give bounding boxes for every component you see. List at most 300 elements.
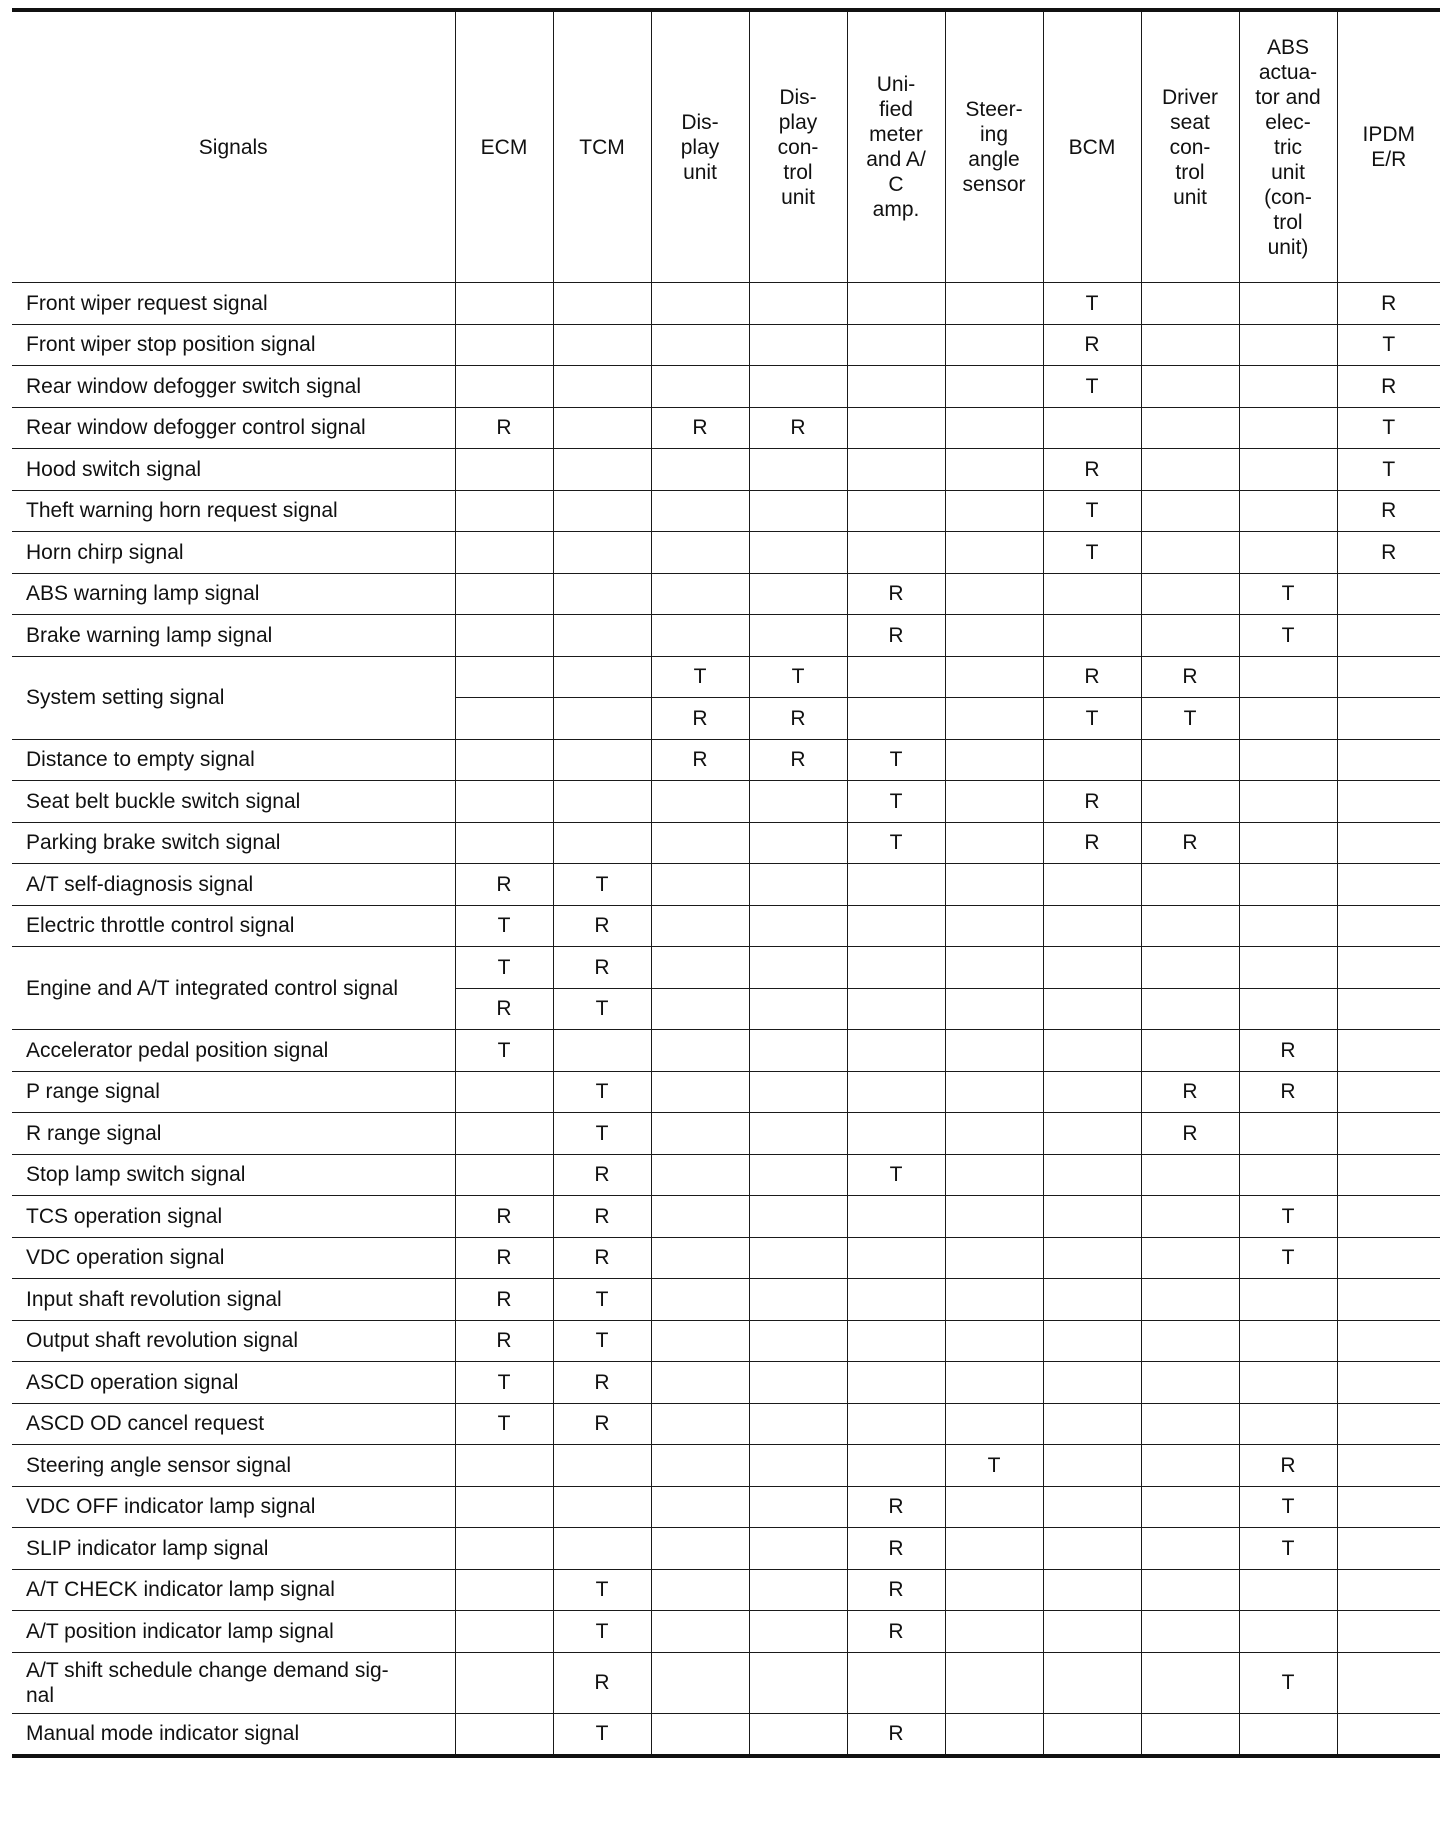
signal-name: ASCD operation signal (12, 1362, 455, 1404)
cell-abs-actuator (1239, 449, 1337, 491)
signal-name: Input shaft revolution signal (12, 1279, 455, 1321)
cell-display-unit (651, 1362, 749, 1404)
cell-bcm: T (1043, 283, 1141, 325)
cell-display-control-unit (749, 1071, 847, 1113)
cell-ecm (455, 324, 553, 366)
table-row (12, 1445, 1440, 1487)
table-row (12, 283, 1440, 325)
cell-abs-actuator (1239, 1113, 1337, 1155)
cell-driver-seat (1141, 283, 1239, 325)
cell-driver-seat (1141, 532, 1239, 574)
cell-steering-angle-sensor (945, 1713, 1043, 1756)
can-signal-table (12, 8, 1440, 1758)
cell-driver-seat (1141, 1030, 1239, 1072)
cell-display-control-unit (749, 1362, 847, 1404)
cell-tcm (553, 1528, 651, 1570)
cell-bcm (1043, 947, 1141, 989)
cell-ipdm (1337, 822, 1440, 864)
cell-abs-actuator: T (1239, 1196, 1337, 1238)
cell-ecm: T (455, 1403, 553, 1445)
cell-display-control-unit (749, 947, 847, 989)
cell-steering-angle-sensor (945, 822, 1043, 864)
table-row (12, 615, 1440, 657)
cell-display-unit (651, 988, 749, 1030)
cell-tcm (553, 615, 651, 657)
cell-tcm (553, 822, 651, 864)
cell-driver-seat (1141, 947, 1239, 989)
cell-display-control-unit (749, 1528, 847, 1570)
table-row (12, 656, 1440, 698)
cell-driver-seat (1141, 324, 1239, 366)
cell-driver-seat (1141, 1403, 1239, 1445)
cell-ipdm (1337, 615, 1440, 657)
cell-driver-seat (1141, 864, 1239, 906)
cell-ecm: R (455, 1279, 553, 1321)
cell-tcm (553, 781, 651, 823)
cell-unified-meter (847, 1113, 945, 1155)
cell-ecm (455, 1652, 553, 1713)
cell-bcm (1043, 1445, 1141, 1487)
cell-unified-meter (847, 1403, 945, 1445)
cell-driver-seat (1141, 1279, 1239, 1321)
cell-display-unit (651, 1030, 749, 1072)
cell-tcm (553, 283, 651, 325)
cell-display-control-unit (749, 1154, 847, 1196)
cell-unified-meter: T (847, 739, 945, 781)
cell-unified-meter: T (847, 781, 945, 823)
cell-driver-seat (1141, 1611, 1239, 1653)
cell-bcm (1043, 1652, 1141, 1713)
table-row (12, 822, 1440, 864)
table-body (12, 283, 1440, 1757)
cell-unified-meter (847, 1320, 945, 1362)
cell-ecm: T (455, 905, 553, 947)
cell-driver-seat (1141, 988, 1239, 1030)
cell-ecm (455, 1569, 553, 1611)
cell-display-control-unit (749, 1486, 847, 1528)
signal-name: A/T shift schedule change demand sig- nal (12, 1652, 455, 1713)
table-row (12, 490, 1440, 532)
header-row (12, 10, 1440, 283)
cell-ecm (455, 283, 553, 325)
cell-display-control-unit (749, 449, 847, 491)
cell-ecm: R (455, 1320, 553, 1362)
cell-steering-angle-sensor (945, 864, 1043, 906)
cell-driver-seat (1141, 1528, 1239, 1570)
header-tcm: TCM (553, 10, 651, 283)
cell-steering-angle-sensor (945, 781, 1043, 823)
cell-ecm (455, 781, 553, 823)
table-row (12, 573, 1440, 615)
cell-abs-actuator: T (1239, 1528, 1337, 1570)
cell-ipdm: T (1337, 449, 1440, 491)
cell-tcm: R (553, 1652, 651, 1713)
cell-unified-meter: R (847, 1486, 945, 1528)
signal-name: P range signal (12, 1071, 455, 1113)
cell-unified-meter: T (847, 1154, 945, 1196)
cell-abs-actuator: R (1239, 1030, 1337, 1072)
cell-ecm (455, 698, 553, 740)
cell-unified-meter: R (847, 1569, 945, 1611)
cell-tcm: T (553, 1113, 651, 1155)
cell-abs-actuator (1239, 407, 1337, 449)
cell-tcm (553, 532, 651, 574)
cell-driver-seat: T (1141, 698, 1239, 740)
cell-ecm (455, 490, 553, 532)
cell-steering-angle-sensor (945, 449, 1043, 491)
signal-name: ABS warning lamp signal (12, 573, 455, 615)
table-row (12, 1611, 1440, 1653)
cell-steering-angle-sensor (945, 1486, 1043, 1528)
cell-ipdm (1337, 781, 1440, 823)
signal-name: A/T position indicator lamp signal (12, 1611, 455, 1653)
cell-abs-actuator: T (1239, 1237, 1337, 1279)
cell-driver-seat (1141, 407, 1239, 449)
cell-steering-angle-sensor (945, 615, 1043, 657)
cell-abs-actuator (1239, 947, 1337, 989)
cell-driver-seat: R (1141, 656, 1239, 698)
cell-ecm: R (455, 1196, 553, 1238)
cell-steering-angle-sensor (945, 698, 1043, 740)
cell-driver-seat (1141, 1320, 1239, 1362)
cell-bcm (1043, 905, 1141, 947)
cell-tcm: T (553, 988, 651, 1030)
cell-display-control-unit (749, 864, 847, 906)
cell-bcm (1043, 1713, 1141, 1756)
cell-ipdm (1337, 1528, 1440, 1570)
header-driver-seat: Driver seat con- trol unit (1141, 10, 1239, 283)
cell-display-control-unit (749, 324, 847, 366)
cell-driver-seat (1141, 1196, 1239, 1238)
cell-ecm (455, 739, 553, 781)
cell-tcm: R (553, 947, 651, 989)
table-row (12, 1486, 1440, 1528)
cell-steering-angle-sensor (945, 905, 1043, 947)
signal-name: Horn chirp signal (12, 532, 455, 574)
cell-display-unit (651, 1154, 749, 1196)
cell-driver-seat (1141, 1154, 1239, 1196)
cell-abs-actuator (1239, 490, 1337, 532)
cell-abs-actuator (1239, 283, 1337, 325)
cell-unified-meter (847, 1362, 945, 1404)
cell-tcm: T (553, 1569, 651, 1611)
cell-display-control-unit (749, 615, 847, 657)
table-row (12, 1362, 1440, 1404)
cell-display-unit (651, 1445, 749, 1487)
signal-name: A/T CHECK indicator lamp signal (12, 1569, 455, 1611)
cell-steering-angle-sensor (945, 1569, 1043, 1611)
cell-abs-actuator (1239, 1611, 1337, 1653)
signal-name: Brake warning lamp signal (12, 615, 455, 657)
cell-abs-actuator (1239, 1320, 1337, 1362)
cell-driver-seat: R (1141, 822, 1239, 864)
cell-abs-actuator (1239, 1569, 1337, 1611)
cell-bcm: R (1043, 324, 1141, 366)
cell-ecm (455, 1071, 553, 1113)
header-unified-meter: Uni- fied meter and A/ C amp. (847, 10, 945, 283)
cell-bcm (1043, 1030, 1141, 1072)
cell-display-unit (651, 1652, 749, 1713)
cell-display-unit (651, 1486, 749, 1528)
signal-name: Manual mode indicator signal (12, 1713, 455, 1756)
cell-display-unit (651, 283, 749, 325)
cell-tcm: R (553, 905, 651, 947)
cell-bcm: R (1043, 822, 1141, 864)
cell-abs-actuator (1239, 366, 1337, 408)
signal-name: SLIP indicator lamp signal (12, 1528, 455, 1570)
cell-driver-seat (1141, 781, 1239, 823)
cell-bcm (1043, 1362, 1141, 1404)
cell-ecm: R (455, 988, 553, 1030)
cell-tcm: T (553, 1071, 651, 1113)
cell-ipdm (1337, 1279, 1440, 1321)
table-row (12, 1652, 1440, 1713)
header-signals: Signals (12, 10, 455, 283)
cell-ecm (455, 366, 553, 408)
cell-steering-angle-sensor (945, 1113, 1043, 1155)
cell-unified-meter: R (847, 1713, 945, 1756)
cell-tcm (553, 698, 651, 740)
cell-tcm (553, 573, 651, 615)
cell-unified-meter (847, 1279, 945, 1321)
cell-tcm (553, 1486, 651, 1528)
cell-display-unit (651, 1237, 749, 1279)
cell-unified-meter: R (847, 1528, 945, 1570)
cell-abs-actuator (1239, 698, 1337, 740)
cell-tcm (553, 366, 651, 408)
signal-name: VDC OFF indicator lamp signal (12, 1486, 455, 1528)
cell-bcm (1043, 1569, 1141, 1611)
cell-steering-angle-sensor (945, 656, 1043, 698)
signal-name: Front wiper request signal (12, 283, 455, 325)
signal-name: Rear window defogger switch signal (12, 366, 455, 408)
cell-steering-angle-sensor (945, 1320, 1043, 1362)
cell-driver-seat (1141, 905, 1239, 947)
cell-display-unit (651, 1196, 749, 1238)
cell-unified-meter (847, 656, 945, 698)
table-row (12, 532, 1440, 574)
cell-tcm: R (553, 1237, 651, 1279)
cell-display-unit (651, 1528, 749, 1570)
cell-bcm (1043, 988, 1141, 1030)
signal-name: Engine and A/T integrated control signal (12, 947, 455, 1030)
cell-tcm (553, 1445, 651, 1487)
cell-display-unit (651, 1113, 749, 1155)
cell-display-unit: R (651, 739, 749, 781)
cell-ipdm (1337, 1071, 1440, 1113)
cell-display-control-unit (749, 1030, 847, 1072)
table-row (12, 1713, 1440, 1756)
cell-abs-actuator (1239, 1154, 1337, 1196)
cell-display-control-unit: R (749, 698, 847, 740)
signal-name: Rear window defogger control signal (12, 407, 455, 449)
cell-display-unit (651, 1569, 749, 1611)
cell-steering-angle-sensor (945, 1528, 1043, 1570)
cell-display-control-unit (749, 1237, 847, 1279)
cell-display-control-unit (749, 1652, 847, 1713)
signal-name: Theft warning horn request signal (12, 490, 455, 532)
cell-unified-meter: R (847, 615, 945, 657)
cell-ipdm (1337, 864, 1440, 906)
cell-ipdm (1337, 656, 1440, 698)
cell-unified-meter (847, 1071, 945, 1113)
cell-driver-seat (1141, 573, 1239, 615)
cell-abs-actuator (1239, 988, 1337, 1030)
table-row (12, 1320, 1440, 1362)
cell-steering-angle-sensor (945, 366, 1043, 408)
signal-name: Output shaft revolution signal (12, 1320, 455, 1362)
table-row (12, 739, 1440, 781)
cell-bcm (1043, 1113, 1141, 1155)
cell-unified-meter (847, 905, 945, 947)
table-row (12, 1528, 1440, 1570)
cell-tcm: R (553, 1403, 651, 1445)
cell-ipdm (1337, 1611, 1440, 1653)
header-bcm: BCM (1043, 10, 1141, 283)
cell-display-control-unit (749, 490, 847, 532)
signal-name: Parking brake switch signal (12, 822, 455, 864)
header-ecm: ECM (455, 10, 553, 283)
cell-driver-seat (1141, 1713, 1239, 1756)
cell-driver-seat (1141, 1445, 1239, 1487)
cell-ecm (455, 1113, 553, 1155)
cell-ipdm (1337, 1154, 1440, 1196)
cell-abs-actuator: T (1239, 615, 1337, 657)
cell-tcm: T (553, 1320, 651, 1362)
cell-bcm (1043, 739, 1141, 781)
cell-bcm (1043, 864, 1141, 906)
cell-ipdm: R (1337, 532, 1440, 574)
cell-ecm (455, 1486, 553, 1528)
table-row (12, 1279, 1440, 1321)
cell-display-control-unit (749, 905, 847, 947)
cell-driver-seat (1141, 366, 1239, 408)
signal-name: Electric throttle control signal (12, 905, 455, 947)
cell-abs-actuator (1239, 905, 1337, 947)
cell-steering-angle-sensor (945, 1279, 1043, 1321)
cell-steering-angle-sensor (945, 573, 1043, 615)
cell-tcm (553, 449, 651, 491)
table-row (12, 1569, 1440, 1611)
header-display-control-unit: Dis- play con- trol unit (749, 10, 847, 283)
cell-display-unit (651, 781, 749, 823)
cell-steering-angle-sensor (945, 532, 1043, 574)
cell-steering-angle-sensor (945, 1652, 1043, 1713)
cell-display-control-unit (749, 573, 847, 615)
cell-ecm (455, 1154, 553, 1196)
cell-abs-actuator (1239, 864, 1337, 906)
cell-display-control-unit (749, 781, 847, 823)
cell-steering-angle-sensor (945, 324, 1043, 366)
cell-display-unit (651, 947, 749, 989)
cell-ipdm (1337, 1445, 1440, 1487)
cell-driver-seat (1141, 739, 1239, 781)
table-row (12, 366, 1440, 408)
cell-ecm: T (455, 1030, 553, 1072)
cell-ipdm (1337, 573, 1440, 615)
cell-unified-meter (847, 1196, 945, 1238)
signal-name: Hood switch signal (12, 449, 455, 491)
table-row (12, 1237, 1440, 1279)
cell-unified-meter (847, 1445, 945, 1487)
cell-steering-angle-sensor (945, 1403, 1043, 1445)
cell-ipdm (1337, 905, 1440, 947)
cell-ipdm: R (1337, 366, 1440, 408)
table-row (12, 947, 1440, 989)
signal-name: VDC operation signal (12, 1237, 455, 1279)
header-abs-actuator: ABS actua- tor and elec- tric unit (con- trol unit) (1239, 10, 1337, 283)
table-row (12, 781, 1440, 823)
cell-bcm (1043, 615, 1141, 657)
cell-display-control-unit (749, 1611, 847, 1653)
cell-display-control-unit (749, 1320, 847, 1362)
cell-driver-seat (1141, 449, 1239, 491)
cell-display-control-unit (749, 366, 847, 408)
header-ipdm: IPDM E/R (1337, 10, 1440, 283)
cell-bcm: R (1043, 656, 1141, 698)
cell-display-control-unit (749, 1279, 847, 1321)
cell-unified-meter (847, 947, 945, 989)
table-row (12, 905, 1440, 947)
cell-ipdm (1337, 1196, 1440, 1238)
cell-tcm: T (553, 864, 651, 906)
cell-unified-meter (847, 283, 945, 325)
cell-steering-angle-sensor: T (945, 1445, 1043, 1487)
cell-ecm (455, 656, 553, 698)
cell-bcm (1043, 1154, 1141, 1196)
cell-bcm (1043, 1486, 1141, 1528)
cell-bcm (1043, 1403, 1141, 1445)
cell-abs-actuator (1239, 1713, 1337, 1756)
cell-tcm: T (553, 1611, 651, 1653)
table-row (12, 1196, 1440, 1238)
cell-steering-angle-sensor (945, 490, 1043, 532)
table-row (12, 449, 1440, 491)
cell-tcm: R (553, 1362, 651, 1404)
cell-display-unit (651, 905, 749, 947)
signal-name: Seat belt buckle switch signal (12, 781, 455, 823)
table-row (12, 324, 1440, 366)
cell-display-unit: R (651, 407, 749, 449)
cell-steering-angle-sensor (945, 1196, 1043, 1238)
cell-ipdm: R (1337, 283, 1440, 325)
cell-display-unit (651, 1320, 749, 1362)
signal-name: Distance to empty signal (12, 739, 455, 781)
table-row (12, 864, 1440, 906)
cell-bcm (1043, 1196, 1141, 1238)
cell-steering-angle-sensor (945, 283, 1043, 325)
cell-driver-seat (1141, 490, 1239, 532)
cell-display-control-unit (749, 532, 847, 574)
cell-display-unit (651, 324, 749, 366)
cell-display-control-unit (749, 1713, 847, 1756)
cell-ipdm (1337, 947, 1440, 989)
cell-abs-actuator (1239, 1279, 1337, 1321)
cell-abs-actuator (1239, 1403, 1337, 1445)
cell-ipdm (1337, 739, 1440, 781)
cell-display-unit (651, 1611, 749, 1653)
cell-display-unit (651, 1279, 749, 1321)
cell-steering-angle-sensor (945, 1362, 1043, 1404)
cell-bcm: T (1043, 490, 1141, 532)
cell-display-unit (651, 490, 749, 532)
cell-bcm (1043, 573, 1141, 615)
cell-ipdm (1337, 1237, 1440, 1279)
cell-ecm (455, 1445, 553, 1487)
cell-unified-meter (847, 1652, 945, 1713)
cell-ipdm (1337, 1362, 1440, 1404)
cell-tcm (553, 656, 651, 698)
